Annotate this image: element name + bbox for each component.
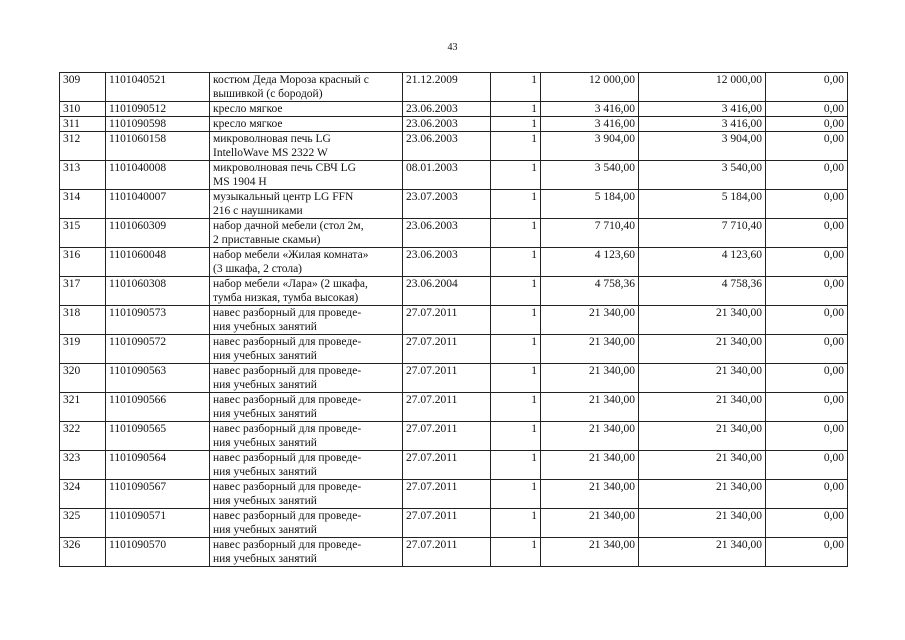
row-number-cell: 312 [60,132,106,161]
date-cell: 23.06.2003 [403,248,491,277]
unit-price-cell: 12 000,00 [541,73,639,102]
quantity-cell: 1 [491,335,541,364]
date-cell: 27.07.2011 [403,422,491,451]
date-cell: 21.12.2009 [403,73,491,102]
total-value-cell: 21 340,00 [639,335,766,364]
date-cell: 27.07.2011 [403,509,491,538]
inventory-code-cell: 1101090573 [106,306,210,335]
unit-price-cell: 21 340,00 [541,335,639,364]
residual-value-cell: 0,00 [766,335,848,364]
quantity-cell: 1 [491,117,541,132]
quantity-cell: 1 [491,422,541,451]
residual-value-cell: 0,00 [766,393,848,422]
row-number-cell: 314 [60,190,106,219]
inventory-code-cell: 1101090570 [106,538,210,567]
residual-value-cell: 0,00 [766,219,848,248]
item-description-cell: навес разборный для проведе- ния учебных занятий [210,480,403,509]
table-row [60,509,848,538]
table-row [60,451,848,480]
residual-value-cell: 0,00 [766,117,848,132]
inventory-code-cell: 1101040521 [106,73,210,102]
item-description-cell: микроволновая печь LG IntelloWave MS 2322 W [210,132,403,161]
table-row [60,161,848,190]
item-description-cell: набор дачной мебели (стол 2м, 2 приставные скамьи) [210,219,403,248]
date-cell: 27.07.2011 [403,335,491,364]
table-row [60,306,848,335]
page-number: 43 [447,42,458,53]
item-description-cell: набор мебели «Лара» (2 шкафа, тумба низкая, тумба высокая) [210,277,403,306]
inventory-table [59,72,848,567]
date-cell: 23.06.2003 [403,102,491,117]
inventory-code-cell: 1101090564 [106,451,210,480]
item-description-cell: набор мебели «Жилая комната» (3 шкафа, 2 стола) [210,248,403,277]
table-row [60,480,848,509]
total-value-cell: 21 340,00 [639,451,766,480]
residual-value-cell: 0,00 [766,306,848,335]
unit-price-cell: 21 340,00 [541,364,639,393]
quantity-cell: 1 [491,132,541,161]
row-number-cell: 310 [60,102,106,117]
quantity-cell: 1 [491,364,541,393]
date-cell: 27.07.2011 [403,306,491,335]
item-description-cell: костюм Деда Мороза красный с вышивкой (с бородой) [210,73,403,102]
item-description-cell: навес разборный для проведе- ния учебных занятий [210,451,403,480]
row-number-cell: 321 [60,393,106,422]
date-cell: 23.06.2003 [403,117,491,132]
total-value-cell: 21 340,00 [639,364,766,393]
date-cell: 23.06.2004 [403,277,491,306]
table-row [60,393,848,422]
row-number-cell: 323 [60,451,106,480]
table-row [60,102,848,117]
quantity-cell: 1 [491,73,541,102]
inventory-code-cell: 1101090565 [106,422,210,451]
quantity-cell: 1 [491,306,541,335]
total-value-cell: 3 416,00 [639,102,766,117]
table-row [60,248,848,277]
quantity-cell: 1 [491,509,541,538]
total-value-cell: 4 123,60 [639,248,766,277]
item-description-cell: навес разборный для проведе- ния учебных занятий [210,393,403,422]
total-value-cell: 21 340,00 [639,538,766,567]
row-number-cell: 309 [60,73,106,102]
row-number-cell: 324 [60,480,106,509]
unit-price-cell: 21 340,00 [541,451,639,480]
table-row [60,277,848,306]
item-description-cell: музыкальный центр LG FFN 216 с наушниками [210,190,403,219]
unit-price-cell: 3 416,00 [541,102,639,117]
quantity-cell: 1 [491,161,541,190]
date-cell: 27.07.2011 [403,393,491,422]
residual-value-cell: 0,00 [766,364,848,393]
unit-price-cell: 3 904,00 [541,132,639,161]
row-number-cell: 311 [60,117,106,132]
residual-value-cell: 0,00 [766,277,848,306]
unit-price-cell: 21 340,00 [541,538,639,567]
row-number-cell: 326 [60,538,106,567]
row-number-cell: 316 [60,248,106,277]
unit-price-cell: 5 184,00 [541,190,639,219]
row-number-cell: 315 [60,219,106,248]
total-value-cell: 21 340,00 [639,306,766,335]
table-row [60,538,848,567]
residual-value-cell: 0,00 [766,248,848,277]
residual-value-cell: 0,00 [766,190,848,219]
residual-value-cell: 0,00 [766,161,848,190]
unit-price-cell: 21 340,00 [541,422,639,451]
quantity-cell: 1 [491,451,541,480]
total-value-cell: 4 758,36 [639,277,766,306]
unit-price-cell: 21 340,00 [541,509,639,538]
item-description-cell: навес разборный для проведе- ния учебных занятий [210,538,403,567]
residual-value-cell: 0,00 [766,451,848,480]
row-number-cell: 319 [60,335,106,364]
quantity-cell: 1 [491,277,541,306]
unit-price-cell: 21 340,00 [541,306,639,335]
row-number-cell: 318 [60,306,106,335]
quantity-cell: 1 [491,219,541,248]
unit-price-cell: 4 758,36 [541,277,639,306]
total-value-cell: 12 000,00 [639,73,766,102]
date-cell: 27.07.2011 [403,538,491,567]
total-value-cell: 21 340,00 [639,509,766,538]
table-row [60,422,848,451]
residual-value-cell: 0,00 [766,132,848,161]
total-value-cell: 21 340,00 [639,422,766,451]
inventory-code-cell: 1101040008 [106,161,210,190]
item-description-cell: кресло мягкое [210,102,403,117]
residual-value-cell: 0,00 [766,509,848,538]
item-description-cell: кресло мягкое [210,117,403,132]
unit-price-cell: 7 710,40 [541,219,639,248]
item-description-cell: навес разборный для проведе- ния учебных занятий [210,335,403,364]
unit-price-cell: 21 340,00 [541,393,639,422]
total-value-cell: 3 904,00 [639,132,766,161]
quantity-cell: 1 [491,102,541,117]
date-cell: 23.06.2003 [403,132,491,161]
row-number-cell: 320 [60,364,106,393]
item-description-cell: микроволновая печь СВЧ LG MS 1904 H [210,161,403,190]
row-number-cell: 313 [60,161,106,190]
inventory-rows [60,73,848,567]
table-row [60,73,848,102]
unit-price-cell: 4 123,60 [541,248,639,277]
date-cell: 08.01.2003 [403,161,491,190]
unit-price-cell: 21 340,00 [541,480,639,509]
inventory-code-cell: 1101060048 [106,248,210,277]
unit-price-cell: 3 416,00 [541,117,639,132]
total-value-cell: 21 340,00 [639,393,766,422]
item-description-cell: навес разборный для проведе- ния учебных занятий [210,364,403,393]
inventory-code-cell: 1101060309 [106,219,210,248]
total-value-cell: 7 710,40 [639,219,766,248]
inventory-code-cell: 1101090563 [106,364,210,393]
inventory-code-cell: 1101090567 [106,480,210,509]
total-value-cell: 21 340,00 [639,480,766,509]
residual-value-cell: 0,00 [766,102,848,117]
table-row [60,117,848,132]
table-row [60,364,848,393]
inventory-code-cell: 1101060158 [106,132,210,161]
item-description-cell: навес разборный для проведе- ния учебных занятий [210,422,403,451]
residual-value-cell: 0,00 [766,73,848,102]
inventory-code-cell: 1101060308 [106,277,210,306]
date-cell: 27.07.2011 [403,480,491,509]
quantity-cell: 1 [491,480,541,509]
date-cell: 23.06.2003 [403,219,491,248]
total-value-cell: 3 416,00 [639,117,766,132]
inventory-code-cell: 1101090512 [106,102,210,117]
quantity-cell: 1 [491,538,541,567]
item-description-cell: навес разборный для проведе- ния учебных занятий [210,509,403,538]
table-row [60,190,848,219]
date-cell: 23.07.2003 [403,190,491,219]
row-number-cell: 317 [60,277,106,306]
quantity-cell: 1 [491,248,541,277]
item-description-cell: навес разборный для проведе- ния учебных занятий [210,306,403,335]
quantity-cell: 1 [491,190,541,219]
date-cell: 27.07.2011 [403,364,491,393]
total-value-cell: 3 540,00 [639,161,766,190]
residual-value-cell: 0,00 [766,480,848,509]
inventory-code-cell: 1101040007 [106,190,210,219]
table-row [60,219,848,248]
table-row [60,335,848,364]
date-cell: 27.07.2011 [403,451,491,480]
inventory-code-cell: 1101090598 [106,117,210,132]
unit-price-cell: 3 540,00 [541,161,639,190]
quantity-cell: 1 [491,393,541,422]
inventory-code-cell: 1101090566 [106,393,210,422]
residual-value-cell: 0,00 [766,422,848,451]
inventory-code-cell: 1101090572 [106,335,210,364]
inventory-code-cell: 1101090571 [106,509,210,538]
row-number-cell: 325 [60,509,106,538]
row-number-cell: 322 [60,422,106,451]
table-row [60,132,848,161]
total-value-cell: 5 184,00 [639,190,766,219]
residual-value-cell: 0,00 [766,538,848,567]
